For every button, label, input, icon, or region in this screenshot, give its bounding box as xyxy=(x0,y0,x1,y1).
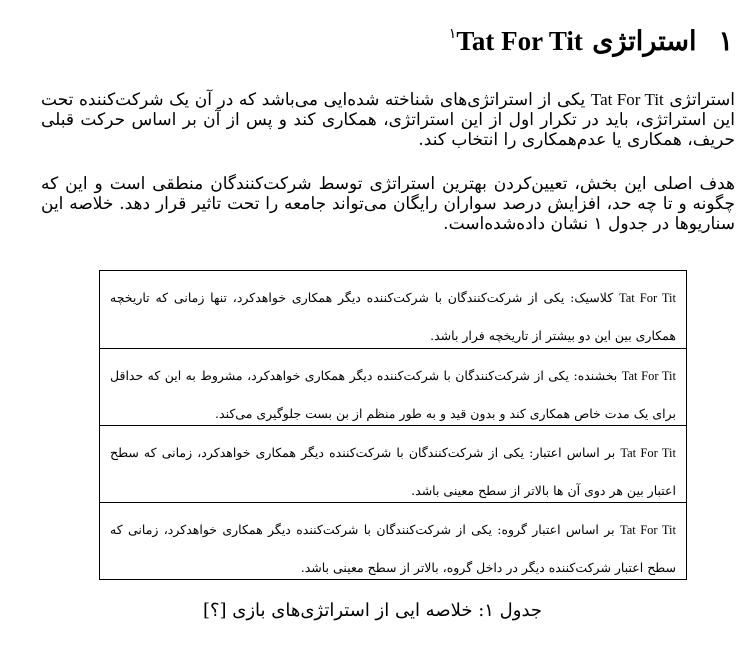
paragraph-goal: هدف اصلی این بخش، تعیین‌کردن بهترین استراتژی توسط شرکت‌کنندگان منطقی است و این که چگونه و تا چه حد، افزایش درصد سواران رایگان می‌تواند جامعه را تحت تاثیر قرار دهد. خلاصه این سناریوها در جدول ۱ نشان داده‌شده‌است. xyxy=(41,174,735,234)
table-row-text: بر اساس اعتبار: یکی از شرکت‌کنندگان با شرکت‌کننده دیگر همکاری خواهدکرد، زمانی که سطح اعتبار بین هر دوی آن ها بالاتر از سطح معینی باشد. xyxy=(110,445,676,498)
paragraph-intro-term: Tat For Tit xyxy=(590,90,664,109)
table-row xyxy=(100,271,686,348)
table-row xyxy=(100,425,686,502)
section-heading xyxy=(449,14,733,62)
paragraph-intro xyxy=(41,90,735,150)
table-row-term: Tat For Tit xyxy=(619,523,676,537)
caption-text: : خلاصه ایی از استراتژی‌های بازی [؟] xyxy=(202,600,485,621)
strategy-table xyxy=(99,270,687,580)
table-row-term: Tat For Tit xyxy=(621,369,676,383)
table-row xyxy=(100,502,686,579)
table-row-text: کلاسیک: یکی از شرکت‌کنندگان با شرکت‌کننده دیگر همکاری خواهدکرد، تنها زمانی که تاریخچه همکاری بین این دو بیشتر از تاریخچه فرار باشد. xyxy=(110,290,676,343)
paragraph-intro-after: یکی از استراتژی‌های شناخته شده‌ایی می‌باشد که در آن یک شرکت‌کننده تحت این استراتژی، باید در تکرار اول از این استراتژی، همکاری کند و پس از آن بر اساس حرکت قبلی حریف، همکاری یا عدم‌همکاری را انتخاب کند. xyxy=(41,90,735,150)
table-row-term: Tat For Tit xyxy=(619,291,676,305)
table-row-text: بر اساس اعتبار گروه: یکی از شرکت‌کنندگان با شرکت‌کننده دیگر همکاری خواهدکرد، زمانی که سطح اعتبار شرکت‌کننده دیگر در داخل گروه، بالاتر از سطح معینی باشد. xyxy=(110,522,676,575)
paragraph-intro-before: استراتژی xyxy=(663,90,735,110)
section-title-en: Tat For Tit xyxy=(456,26,583,56)
section-number: ۱ xyxy=(718,26,733,57)
table-caption xyxy=(0,598,745,624)
table-row-term: Tat For Tit xyxy=(620,446,676,460)
section-title-fa: استراتژی xyxy=(592,26,697,57)
table-row xyxy=(100,348,686,425)
table-row-text: بخشنده: یکی از شرکت‌کنندگان با شرکت‌کننده دیگر همکاری خواهدکرد، مشروط به این که حداقل برای یک مدت خاص همکاری کند و بدون قید و به طور منظم از بن بست جلوگیری می‌کند. xyxy=(110,368,676,421)
caption-label: جدول ۱ xyxy=(484,600,543,621)
footnote-mark: ۱ xyxy=(448,26,457,42)
